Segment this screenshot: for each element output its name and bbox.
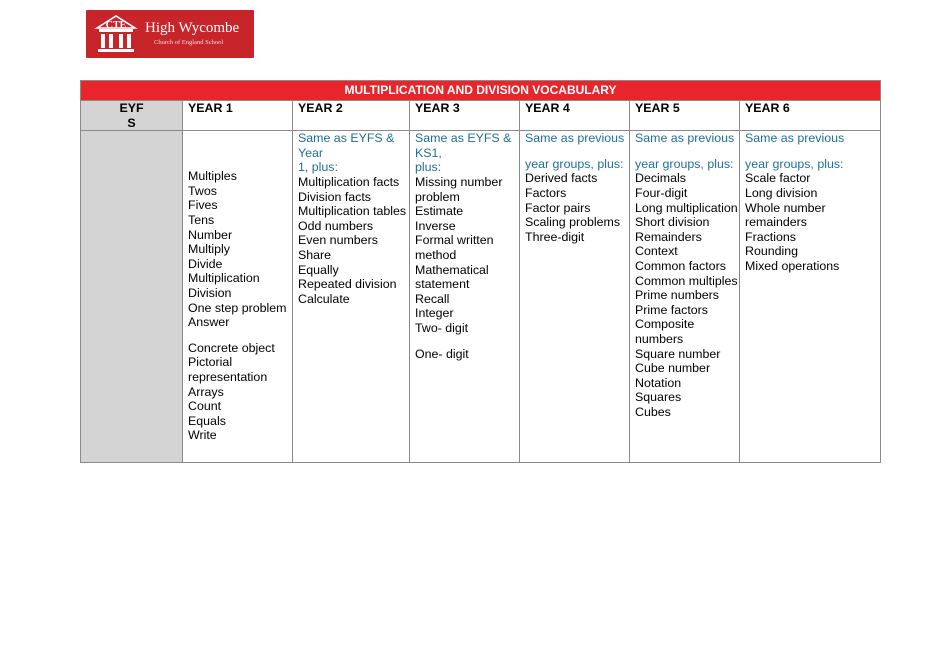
vocab-item: Short division — [635, 215, 710, 230]
year1-list-2 — [188, 341, 292, 443]
vocab-item: Decimals — [635, 171, 686, 186]
vocab-item: Multiplication — [188, 271, 260, 286]
vocab-item: Inverse — [415, 218, 456, 233]
vocab-item: Odd numbers — [298, 218, 374, 233]
header-year3: YEAR 3 — [410, 101, 520, 131]
vocab-item: Scale factor — [745, 171, 811, 186]
vocab-item: Count — [188, 399, 222, 414]
vocab-item: Common factors — [635, 258, 726, 273]
vocab-item: Mathematical — [415, 262, 489, 277]
vocab-item: Prime factors — [635, 302, 708, 317]
year4-intro-2: year groups, plus: — [525, 156, 624, 171]
vocab-item: Two- digit — [415, 320, 469, 335]
vocab-item: Remainders — [635, 229, 702, 244]
vocab-item: Arrays — [188, 384, 224, 399]
vocab-item: Number — [188, 227, 233, 242]
year2-intro — [298, 131, 409, 175]
year1-cell — [183, 131, 293, 463]
vocab-item: Integer — [415, 306, 454, 321]
vocab-item: Pictorial — [188, 355, 233, 370]
year3-extra-item: One- digit — [415, 346, 469, 361]
vocabulary-table — [80, 80, 881, 463]
vocab-item: Fives — [188, 198, 218, 213]
intro-line: Year — [298, 145, 324, 160]
year3-list — [415, 175, 519, 336]
year5-list — [635, 171, 739, 419]
year4-cell — [520, 131, 630, 463]
header-row — [81, 101, 881, 131]
year2-cell — [293, 131, 410, 463]
header-year4: YEAR 4 — [520, 101, 630, 131]
intro-line: KS1, — [415, 145, 442, 160]
vocab-item: Square number — [635, 346, 721, 361]
year1-list — [188, 169, 292, 330]
year5-intro-2: year groups, plus: — [635, 156, 734, 171]
year6-intro-2: year groups, plus: — [745, 156, 844, 171]
vocab-item: Calculate — [298, 291, 350, 306]
year6-list — [745, 171, 880, 273]
vocab-item: Division — [188, 285, 232, 300]
vocab-item: Formal written — [415, 233, 494, 248]
school-logo — [86, 10, 254, 58]
vocab-item: Notation — [635, 375, 682, 390]
vocab-item: Common multiples — [635, 273, 738, 288]
school-subtitle: Church of England School — [154, 39, 224, 46]
year6-cell — [740, 131, 881, 463]
vocab-item: One step problem — [188, 300, 287, 315]
vocab-item: Share — [298, 247, 332, 262]
table-title: MULTIPLICATION AND DIVISION VOCABULARY — [81, 81, 881, 101]
vocab-item: statement — [415, 277, 470, 292]
vocab-item: Divide — [188, 256, 223, 271]
header-year5: YEAR 5 — [630, 101, 740, 131]
year2-list — [298, 175, 409, 306]
vocab-item: Factors — [525, 185, 567, 200]
vocab-item: Whole number — [745, 200, 826, 215]
vocab-item: Scaling problems — [525, 215, 621, 230]
vocab-item: Mixed operations — [745, 258, 840, 273]
vocab-item: Equals — [188, 413, 226, 428]
year5-cell — [630, 131, 740, 463]
vocab-item: problem — [415, 189, 460, 204]
vocab-item: Long multiplication — [635, 200, 738, 215]
year4-intro-1: Same as previous — [525, 131, 625, 146]
vocab-item: Four-digit — [635, 185, 688, 200]
school-name: High Wycombe — [145, 20, 240, 36]
vocab-item: Concrete object — [188, 340, 275, 355]
header-year6: YEAR 6 — [740, 101, 881, 131]
vocab-item: Equally — [298, 262, 339, 277]
vocab-item: Fractions — [745, 229, 796, 244]
vocab-item: Squares — [635, 390, 682, 405]
vocab-item: Division facts — [298, 189, 371, 204]
vocab-item: Rounding — [745, 244, 799, 259]
year3-cell — [410, 131, 520, 463]
vocab-item: Prime numbers — [635, 288, 720, 303]
vocab-item: Write — [188, 428, 217, 443]
year4-list — [525, 171, 629, 244]
intro-line: Same as EYFS & — [298, 131, 395, 146]
intro-line: 1, plus: — [298, 160, 338, 175]
vocab-item: Cube number — [635, 361, 711, 376]
crest-letters: CTE — [105, 20, 127, 31]
vocab-item: Derived facts — [525, 171, 598, 186]
vocab-item: Context — [635, 244, 678, 259]
year3-intro — [415, 131, 519, 175]
vocab-item: Estimate — [415, 204, 464, 219]
intro-line: Same as EYFS & — [415, 131, 512, 146]
vocab-item: Long division — [745, 185, 818, 200]
vocab-item: Factor pairs — [525, 200, 591, 215]
eyfs-cell — [81, 131, 183, 463]
vocab-item: Answer — [188, 315, 230, 330]
year6-intro-1: Same as previous — [745, 131, 845, 146]
vocab-item: remainders — [745, 215, 807, 230]
school-crest-icon — [93, 14, 139, 54]
vocab-item: Tens — [188, 212, 215, 227]
vocab-item: Cubes — [635, 404, 671, 419]
vocab-item: Multiplication facts — [298, 174, 400, 189]
year5-intro-1: Same as previous — [635, 131, 735, 146]
header-eyfs: EYF S — [81, 101, 183, 131]
vocab-item: Three-digit — [525, 229, 585, 244]
vocab-item: Twos — [188, 183, 217, 198]
vocab-item: Multiplication tables — [298, 204, 407, 219]
header-year1: YEAR 1 — [183, 101, 293, 131]
body-row — [81, 131, 881, 463]
vocab-item: Multiply — [188, 242, 230, 257]
intro-line: plus: — [415, 160, 442, 175]
vocab-item: representation — [188, 369, 268, 384]
vocab-item: Even numbers — [298, 233, 378, 248]
vocab-item: Multiples — [188, 169, 237, 184]
vocab-item: numbers — [635, 331, 684, 346]
vocab-item: Composite — [635, 317, 695, 332]
vocab-item: Repeated division — [298, 277, 397, 292]
vocab-item: Missing number — [415, 174, 503, 189]
vocab-item: Recall — [415, 291, 450, 306]
header-year2: YEAR 2 — [293, 101, 410, 131]
vocab-item: method — [415, 247, 457, 262]
